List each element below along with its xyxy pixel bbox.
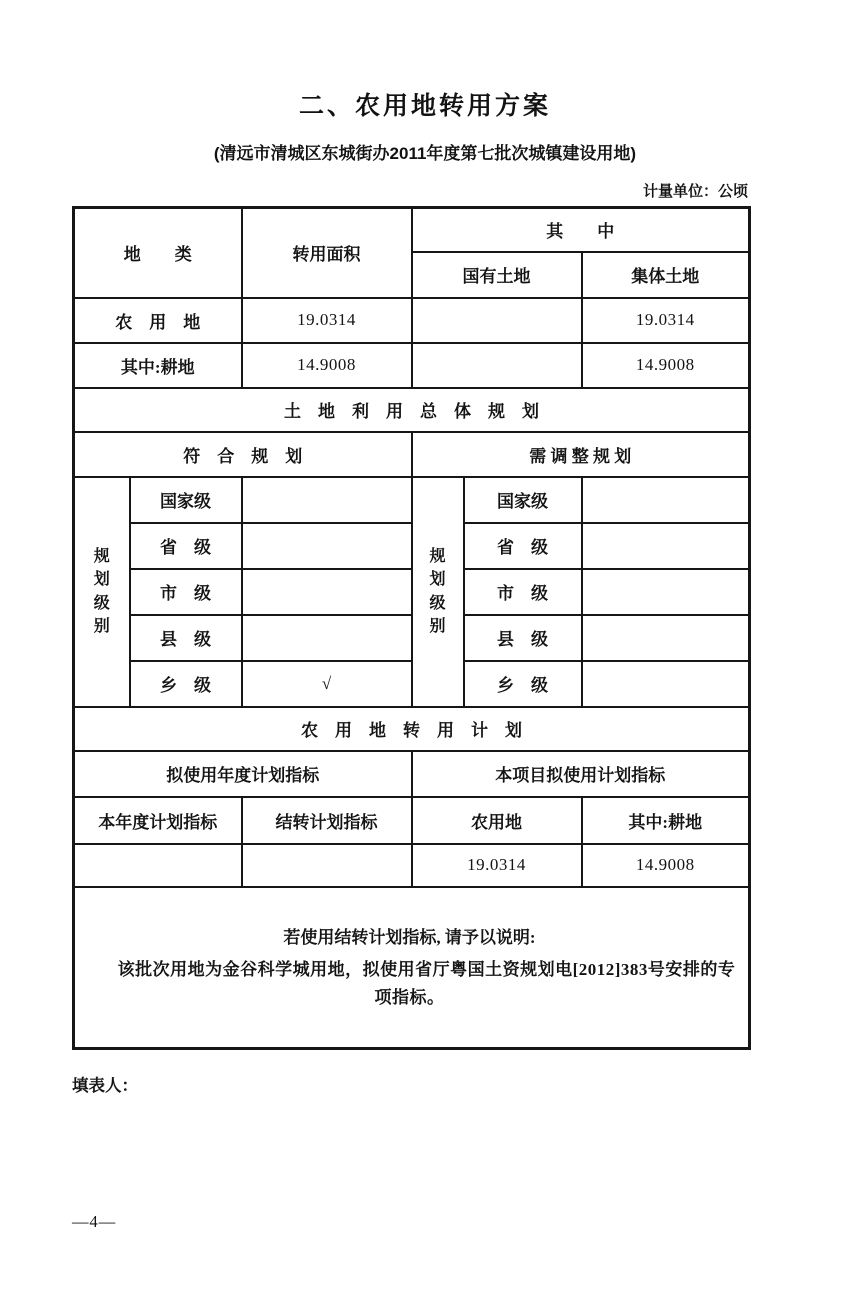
level-value-left <box>242 477 412 523</box>
area-value: 19.0314 <box>242 298 412 343</box>
level-value-right <box>582 523 750 569</box>
row-label: 农 用 地 <box>74 298 242 343</box>
table-row-cultivated <box>74 343 750 388</box>
conversion-plan-section-title: 农 用 地 转 用 计 划 <box>74 707 750 751</box>
adjust-plan-header: 需 调 整 规 划 <box>412 432 750 477</box>
conversion-plan-values-row <box>74 844 750 887</box>
state-owned-header: 国有土地 <box>412 252 582 298</box>
overall-plan-section-row <box>74 388 750 432</box>
land-conversion-table <box>72 206 751 1050</box>
collective-value: 19.0314 <box>582 298 750 343</box>
state-owned-value <box>412 298 582 343</box>
column-header: 结转计划指标 <box>242 797 412 844</box>
page-title: 二、农用地转用方案 <box>298 92 551 120</box>
land-type-header: 地 类 <box>74 208 242 298</box>
value-cell: 14.9008 <box>582 844 750 887</box>
row-label: 其中:耕地 <box>74 343 242 388</box>
level-label: 国家级 <box>464 477 582 523</box>
remark-prompt: 若使用结转计划指标, 请予以说明: <box>283 927 536 947</box>
level-label: 国家级 <box>130 477 242 523</box>
column-header: 其中:耕地 <box>582 797 750 844</box>
level-label: 县 级 <box>130 615 242 661</box>
plan-split-header-row <box>74 432 750 477</box>
page-subtitle: (清远市清城区东城街办2011年度第七批次城镇建设用地) <box>213 144 637 163</box>
remark-cell <box>74 887 750 1049</box>
plan-level-vertical-label: 规划级别 <box>93 548 110 635</box>
level-label: 省 级 <box>464 523 582 569</box>
conform-plan-header: 符 合 规 划 <box>74 432 412 477</box>
checkmark: √ <box>242 661 412 707</box>
page-number: —4— <box>72 1212 117 1231</box>
conversion-plan-columns-row <box>74 797 750 844</box>
plan-level-row-national <box>74 477 750 523</box>
level-label: 乡 级 <box>130 661 242 707</box>
annual-indicator-header: 拟使用年度计划指标 <box>74 751 412 797</box>
value-cell <box>242 844 412 887</box>
project-indicator-header: 本项目拟使用计划指标 <box>412 751 750 797</box>
level-value-right <box>582 661 750 707</box>
level-label: 省 级 <box>130 523 242 569</box>
level-label: 乡 级 <box>464 661 582 707</box>
level-value-right <box>582 569 750 615</box>
plan-level-vertical-label: 规划级别 <box>429 548 446 635</box>
level-value-right <box>582 477 750 523</box>
value-cell: 19.0314 <box>412 844 582 887</box>
scanned-document-page <box>0 86 850 1295</box>
plan-level-group-right <box>412 477 464 707</box>
area-value: 14.9008 <box>242 343 412 388</box>
state-owned-value <box>412 343 582 388</box>
collective-header: 集体土地 <box>582 252 750 298</box>
conversion-area-header: 转用面积 <box>242 208 412 298</box>
level-label: 市 级 <box>130 569 242 615</box>
level-value-left <box>242 523 412 569</box>
conversion-plan-section-row <box>74 707 750 751</box>
table-row-agricultural <box>74 298 750 343</box>
level-value-right <box>582 615 750 661</box>
of-which-header: 其 中 <box>412 208 750 252</box>
plan-level-group-left <box>74 477 130 707</box>
column-header: 农用地 <box>412 797 582 844</box>
level-value-left <box>242 569 412 615</box>
level-label: 县 级 <box>464 615 582 661</box>
header-row-1 <box>74 208 750 252</box>
value-cell <box>74 844 242 887</box>
column-header: 本年度计划指标 <box>74 797 242 844</box>
overall-plan-section-title: 土 地 利 用 总 体 规 划 <box>74 388 750 432</box>
unit-label: 计量单位：公顷 <box>642 183 748 200</box>
level-label: 市 级 <box>464 569 582 615</box>
level-value-left <box>242 615 412 661</box>
remark-content: 该批次用地为金谷科学城用地，拟使用省厅粤国土资规划电[2012]383号安排的专项指标。 <box>117 959 736 1007</box>
collective-value: 14.9008 <box>582 343 750 388</box>
form-filler-label: 填表人： <box>72 1076 138 1095</box>
remark-row <box>74 887 750 1049</box>
conversion-plan-split-row <box>74 751 750 797</box>
